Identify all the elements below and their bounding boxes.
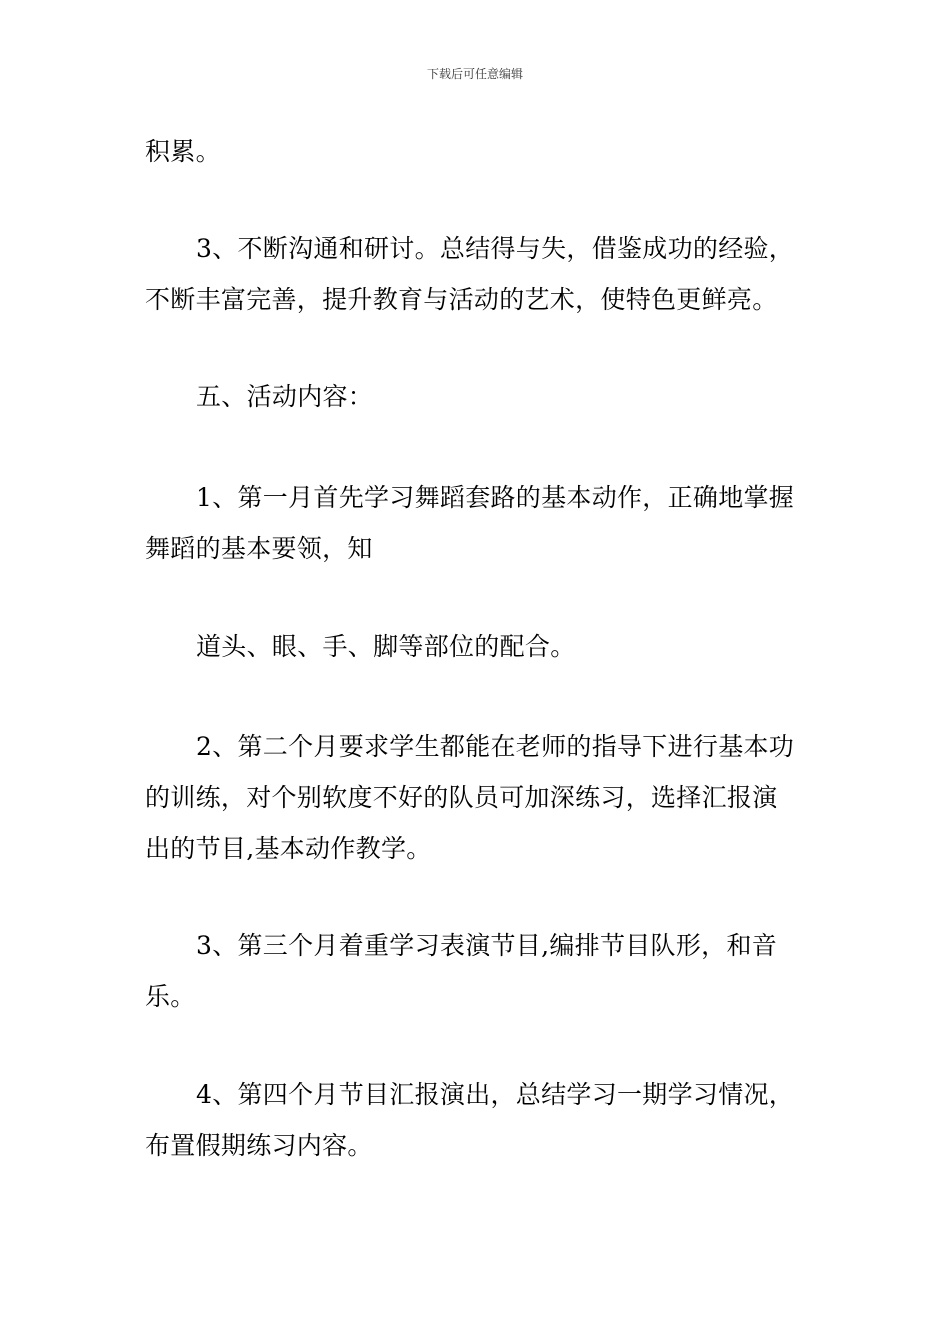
text-line: 2、第二个月要求学生都能在老师的指导下进行基本功 (196, 732, 795, 761)
text-line: 3、第三个月着重学习表演节目,编排节目队形，和音 (196, 931, 778, 960)
text-line: 不断丰富完善，提升教育与活动的艺术，使特色更鲜亮。 (145, 285, 778, 314)
text-line: 舞蹈的基本要领，知 (145, 534, 373, 563)
text-line: 的训练，对个别软度不好的队员可加深练习，选择汇报演 (145, 783, 778, 812)
text-line: 乐。 (145, 982, 196, 1011)
page-header: 下载后可任意编辑 (426, 67, 523, 81)
text-line: 道头、眼、手、脚等部位的配合。 (196, 632, 576, 661)
text-line: 布置假期练习内容。 (145, 1131, 373, 1160)
text-line: 3、不断沟通和研讨。总结得与失，借鉴成功的经验， (196, 234, 795, 263)
text-line: 积累。 (145, 137, 221, 166)
text-line: 1、第一月首先学习舞蹈套路的基本动作，正确地掌握 (196, 483, 795, 512)
section-heading: 五、活动内容： (196, 382, 374, 411)
text-line: 4、第四个月节目汇报演出，总结学习一期学习情况， (196, 1080, 795, 1109)
text-line: 出的节目,基本动作教学。 (145, 834, 432, 863)
